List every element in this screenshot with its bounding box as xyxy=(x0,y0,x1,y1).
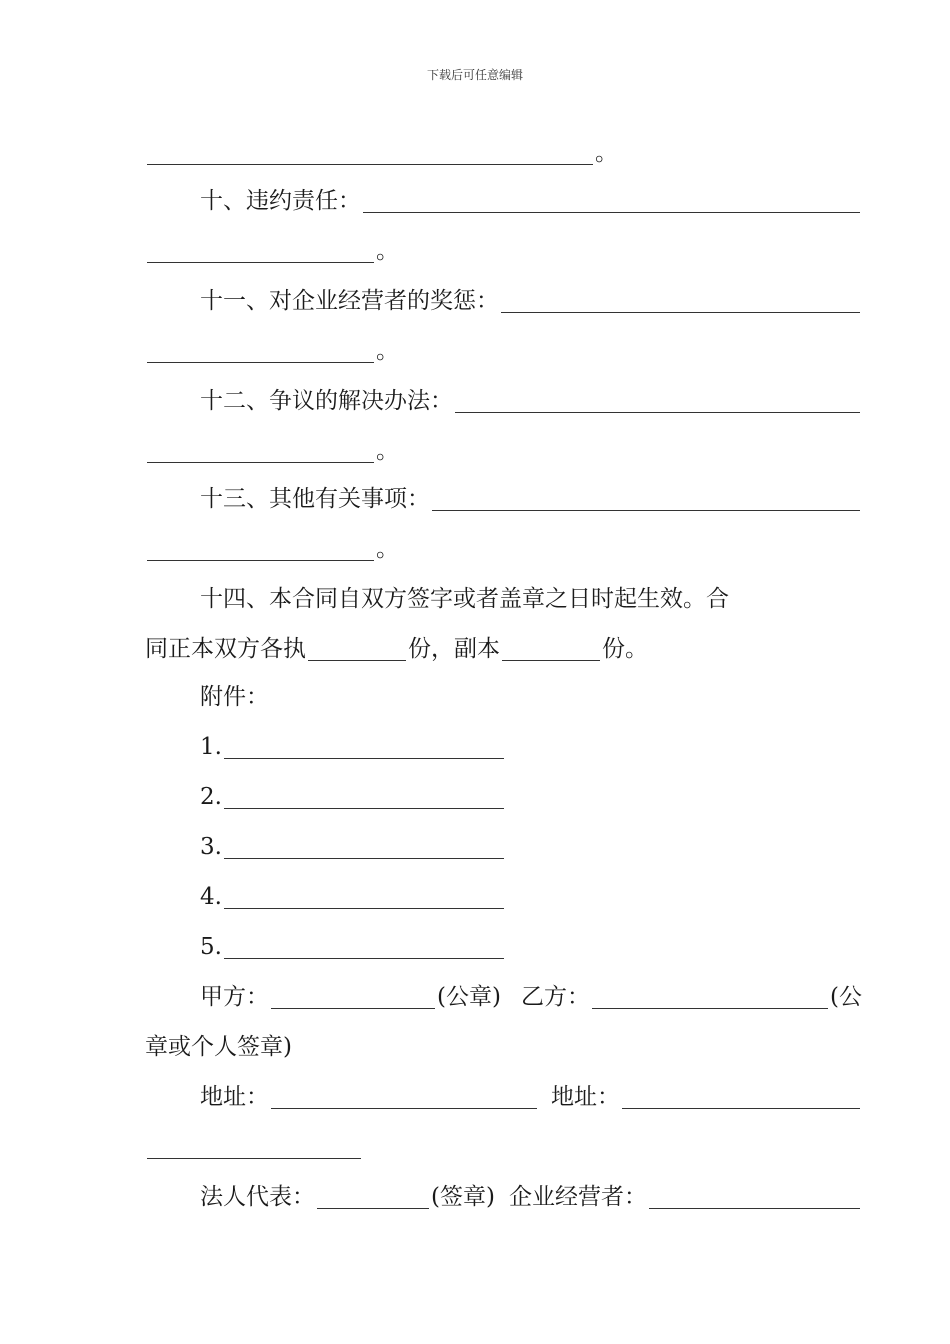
clause-13 xyxy=(145,474,862,524)
clause-11-field-cont[interactable] xyxy=(147,361,374,363)
duplicate-copies-field[interactable] xyxy=(502,659,600,661)
party-seal-line xyxy=(145,972,862,1022)
clause-13-field-cont[interactable] xyxy=(147,559,374,561)
address-b-field-cont[interactable] xyxy=(147,1157,361,1159)
clause-11-cont xyxy=(145,326,807,376)
legal-rep-line xyxy=(145,1172,862,1222)
clause-11 xyxy=(145,276,862,326)
clause-10 xyxy=(145,176,862,226)
period: 。 xyxy=(595,140,618,166)
attachment-item xyxy=(145,722,862,772)
party-a-seal: (公章) xyxy=(437,984,501,1010)
header-note: 下载后可任意编辑 xyxy=(426,68,523,82)
attachment-field[interactable] xyxy=(224,857,504,859)
party-seal-line-cont xyxy=(145,1022,807,1072)
attachment-number: 1. xyxy=(200,734,222,760)
period: 。 xyxy=(376,338,399,364)
attachments-label: 附件： xyxy=(200,684,269,710)
clause-14-end: 份。 xyxy=(602,636,648,662)
attachment-field[interactable] xyxy=(224,757,504,759)
legal-rep-seal: (签章) xyxy=(431,1184,495,1210)
clause-12-field[interactable] xyxy=(455,411,860,413)
period: 。 xyxy=(376,438,399,464)
address-line-cont xyxy=(145,1122,807,1172)
party-b-field[interactable] xyxy=(592,1007,828,1009)
attachment-field[interactable] xyxy=(224,807,504,809)
clause-14-copy-label: 份，副本 xyxy=(408,636,500,662)
period: 。 xyxy=(376,536,399,562)
party-b-label: 乙方： xyxy=(520,984,590,1010)
clause-14-text: 十四、本合同自双方签字或者盖章之日时起生效。合 xyxy=(200,586,729,612)
attachment-item xyxy=(145,922,862,972)
address-b-field[interactable] xyxy=(622,1107,860,1109)
party-b-seal-end: 章或个人签章) xyxy=(145,1034,292,1060)
clause-10-field[interactable] xyxy=(363,211,860,213)
operator-field[interactable] xyxy=(649,1207,860,1209)
clause-11-label: 十一、对企业经营者的奖惩： xyxy=(200,288,499,314)
legal-rep-field[interactable] xyxy=(317,1207,429,1209)
clause-10-cont xyxy=(145,226,807,276)
attachments-heading xyxy=(145,672,862,722)
clause-14-line2 xyxy=(145,624,807,674)
clause-14-line1 xyxy=(145,574,862,624)
continuation-line xyxy=(145,128,807,178)
address-b-label: 地址： xyxy=(551,1084,620,1110)
original-copies-field[interactable] xyxy=(308,659,406,661)
clause-13-field[interactable] xyxy=(432,509,860,511)
attachment-item xyxy=(145,822,862,872)
clause-13-label: 十三、其他有关事项： xyxy=(200,486,430,512)
clause-14-original-label: 同正本双方各执 xyxy=(145,636,306,662)
legal-rep-label: 法人代表： xyxy=(200,1184,315,1210)
address-line xyxy=(145,1072,862,1122)
clause-12-cont xyxy=(145,426,807,476)
clause-11-field[interactable] xyxy=(501,311,860,313)
attachment-item xyxy=(145,872,862,922)
period: 。 xyxy=(376,238,399,264)
blank-field[interactable] xyxy=(147,163,593,165)
operator-label: 企业经营者： xyxy=(508,1184,647,1210)
attachment-number: 3. xyxy=(200,834,222,860)
clause-10-field-cont[interactable] xyxy=(147,261,374,263)
attachment-number: 4. xyxy=(200,884,222,910)
clause-12-label: 十二、争议的解决办法： xyxy=(200,388,453,414)
clause-12 xyxy=(145,376,862,426)
clause-12-field-cont[interactable] xyxy=(147,461,374,463)
party-a-field[interactable] xyxy=(271,1007,435,1009)
party-a-label: 甲方： xyxy=(200,984,269,1010)
clause-10-label: 十、违约责任： xyxy=(200,188,361,214)
attachment-field[interactable] xyxy=(224,957,504,959)
attachment-item xyxy=(145,772,862,822)
attachment-number: 2. xyxy=(200,784,222,810)
clause-13-cont xyxy=(145,524,807,574)
attachment-field[interactable] xyxy=(224,907,504,909)
attachment-number: 5. xyxy=(200,934,222,960)
address-a-field[interactable] xyxy=(271,1107,537,1109)
party-b-seal-start: (公 xyxy=(830,984,862,1010)
address-a-label: 地址： xyxy=(200,1084,269,1110)
